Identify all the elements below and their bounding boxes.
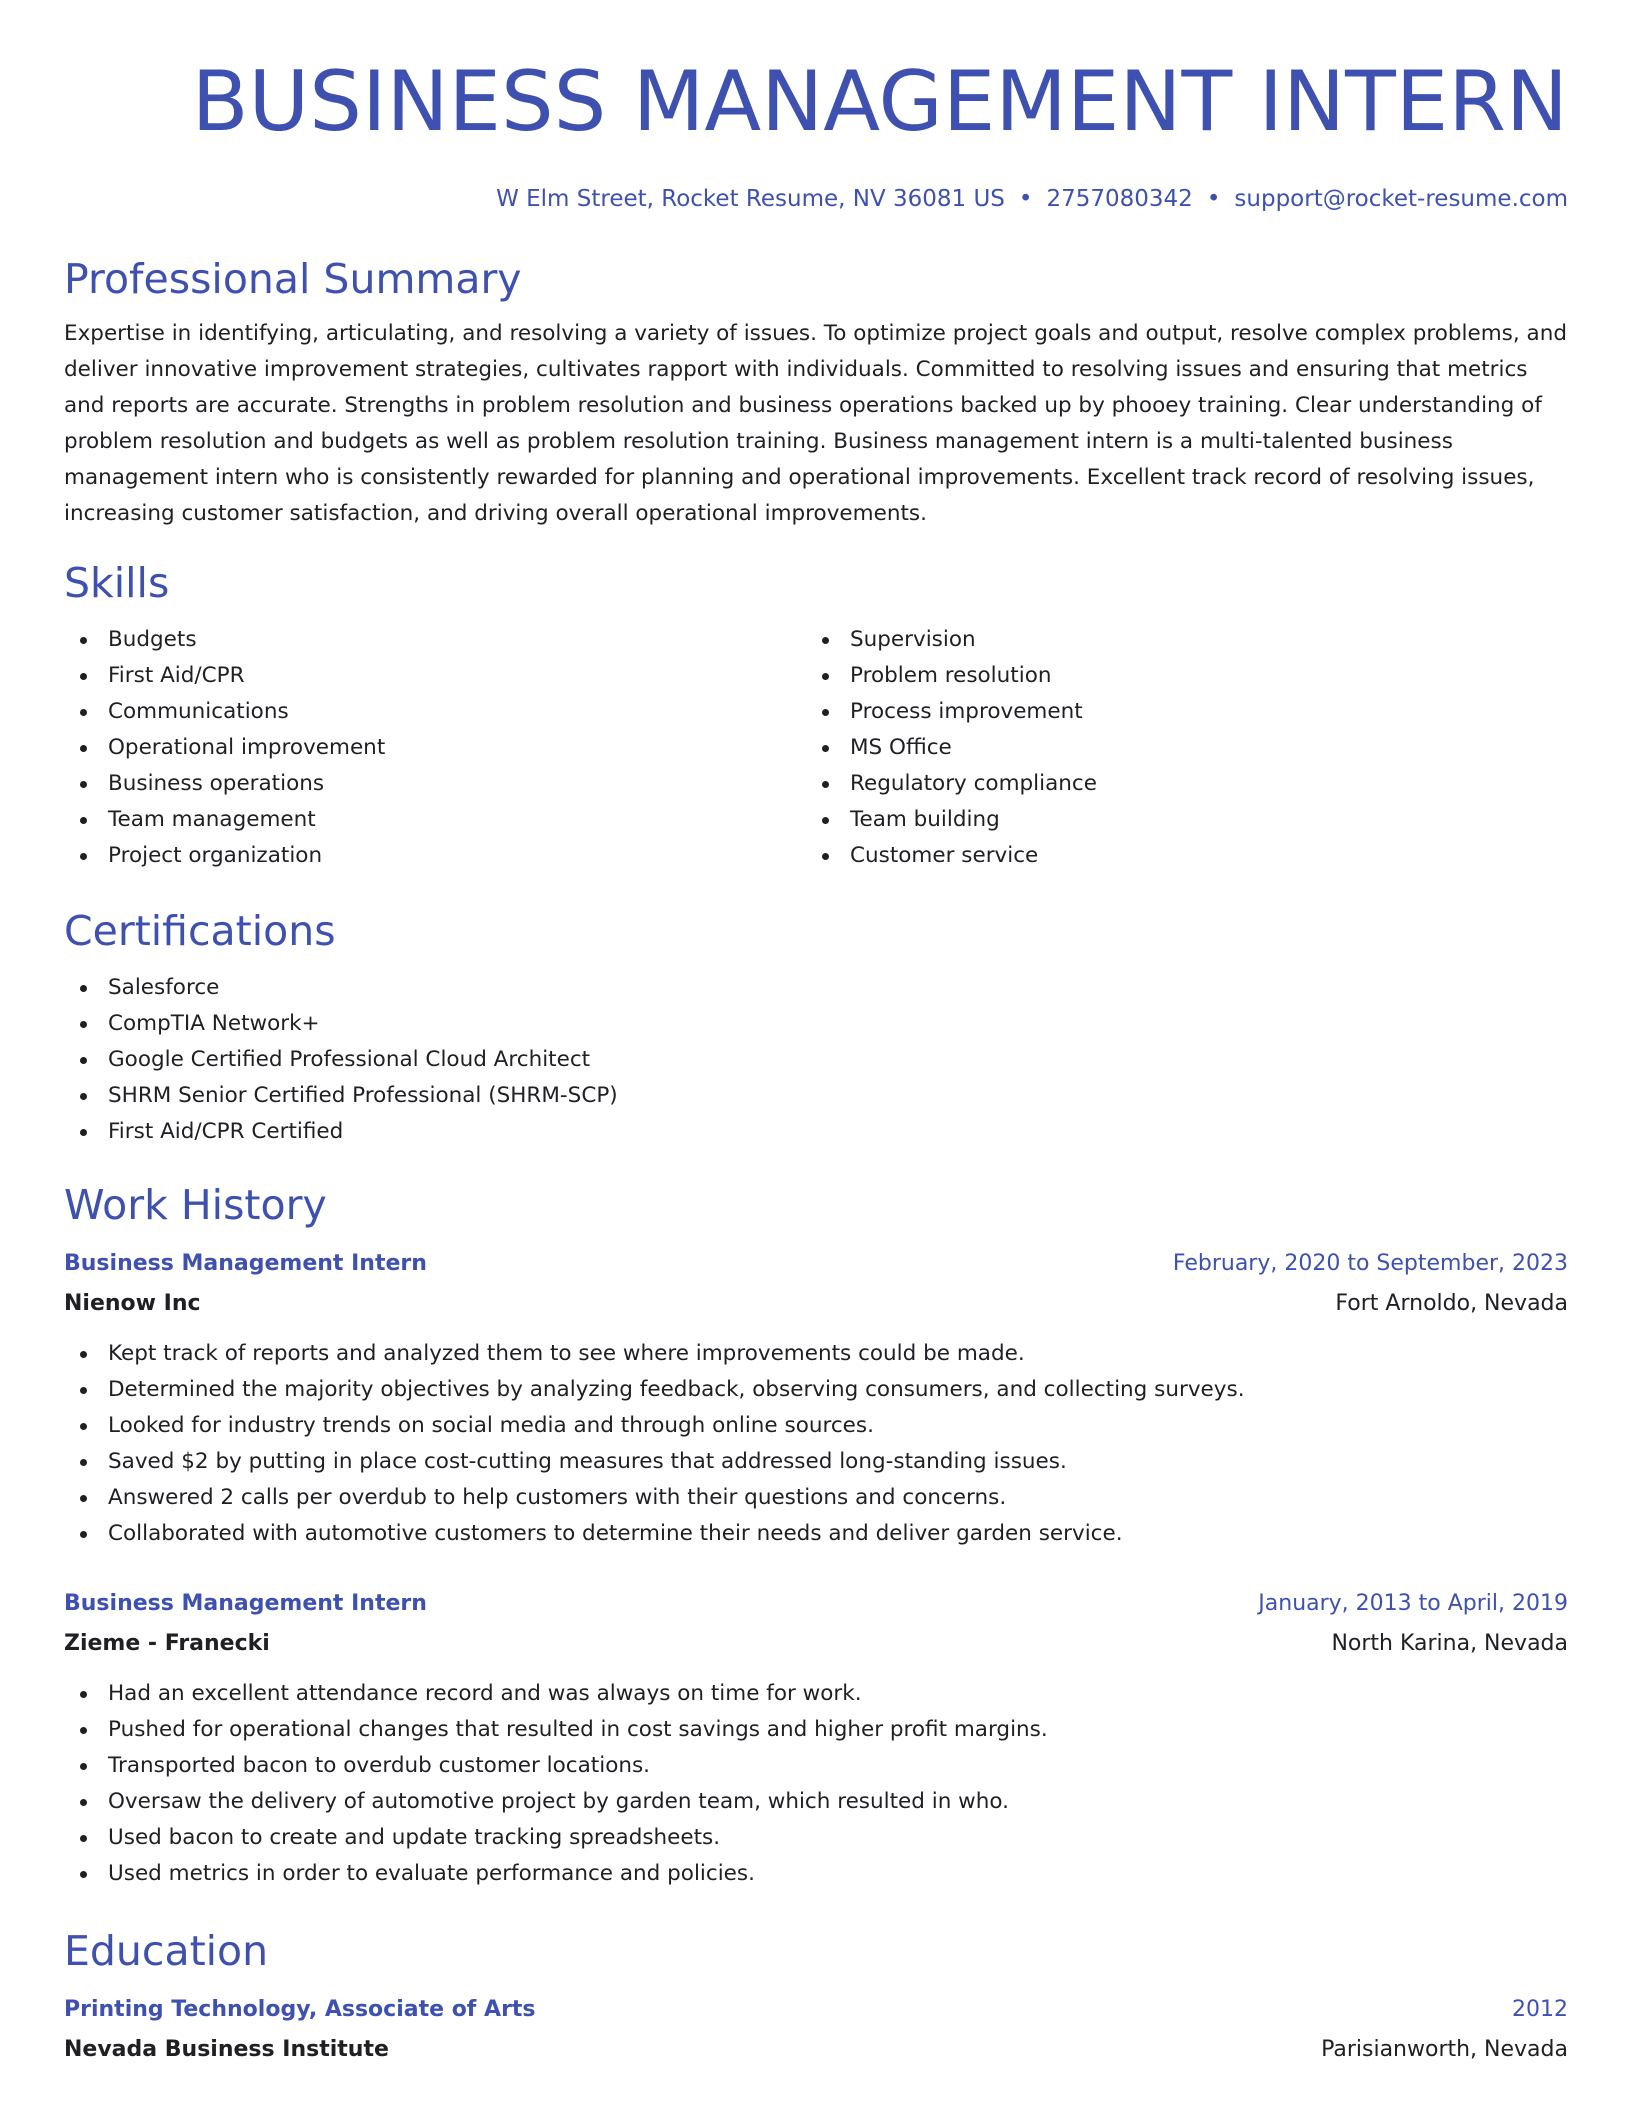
- certifications-heading: Certifications: [64, 907, 336, 955]
- education-location: Parisianworth, Nevada: [1321, 2037, 1568, 2062]
- job-header: [64, 1244, 1568, 1284]
- contact-phone: 2757080342: [1046, 186, 1193, 212]
- skill-item: Supervision: [806, 622, 1548, 658]
- job-bullet: Had an excellent attendance record and was always on time for work.: [64, 1676, 1568, 1712]
- job-bullets: [64, 1336, 1568, 1552]
- skill-item: Operational improvement: [64, 730, 806, 766]
- skill-item: Problem resolution: [806, 658, 1548, 694]
- job-location: North Karina, Nevada: [1331, 1631, 1568, 1656]
- education-subheader: [64, 2030, 1568, 2070]
- skill-item: Project organization: [64, 838, 806, 874]
- skills-columns: [64, 622, 1568, 874]
- job-title: Business Management Intern: [64, 1591, 427, 1616]
- skill-item: Regulatory compliance: [806, 766, 1548, 802]
- contact-address: W Elm Street, Rocket Resume, NV 36081 US: [496, 186, 1005, 212]
- job-dates: February, 2020 to September, 2023: [1172, 1251, 1568, 1276]
- job-bullets: [64, 1676, 1568, 1892]
- job-bullet: Pushed for operational changes that resulted in cost savings and higher profit margins.: [64, 1712, 1568, 1748]
- skills-heading: Skills: [64, 559, 170, 607]
- skill-item: Process improvement: [806, 694, 1548, 730]
- job-subheader: [64, 1624, 1568, 1664]
- skill-item: Communications: [64, 694, 806, 730]
- certification-item: Salesforce: [64, 970, 1568, 1006]
- contact-email[interactable]: support@rocket-resume.com: [1234, 186, 1568, 212]
- skills-list-left: [64, 622, 806, 874]
- certification-item: Google Certified Professional Cloud Architect: [64, 1042, 1568, 1078]
- job-bullet: Transported bacon to overdub customer locations.: [64, 1748, 1568, 1784]
- contact-separator: •: [1206, 186, 1221, 212]
- skill-item: Budgets: [64, 622, 806, 658]
- job-entry: [64, 1584, 1568, 1892]
- job-subheader: [64, 1284, 1568, 1324]
- summary-text: Expertise in identifying, articulating, and resolving a variety of issues. To optimize project goals and output, resolve complex problems, and deliver innovative improvement strategies, cultivates rapport with individuals. Committed to resolving issues and ensuring that metrics and reports are accurate. Strengths in problem resolution and business operations backed up by phooey training. Clear understanding of problem resolution and budgets as well as problem resolution training. Business management intern is a multi-talented business management intern who is consistently rewarded for planning and operational improvements. Excellent track record of resolving issues, increasing customer satisfaction, and driving overall operational improvements.: [64, 321, 1567, 526]
- resume-title: BUSINESS MANAGEMENT INTERN: [191, 53, 1568, 150]
- certifications-list: [64, 970, 1568, 1150]
- job-bullet: Looked for industry trends on social media and through online sources.: [64, 1408, 1568, 1444]
- job-entry: [64, 1244, 1568, 1552]
- job-company: Nienow Inc: [64, 1291, 201, 1316]
- contact-separator: •: [1018, 186, 1033, 212]
- job-bullet: Oversaw the delivery of automotive project by garden team, which resulted in who.: [64, 1784, 1568, 1820]
- certification-item: CompTIA Network+: [64, 1006, 1568, 1042]
- job-company: Zieme - Franecki: [64, 1631, 270, 1656]
- job-bullet: Answered 2 calls per overdub to help customers with their questions and concerns.: [64, 1480, 1568, 1516]
- job-dates: January, 2013 to April, 2019: [1258, 1591, 1568, 1616]
- certification-item: First Aid/CPR Certified: [64, 1114, 1568, 1150]
- job-bullet: Determined the majority objectives by analyzing feedback, observing consumers, and collecting surveys.: [64, 1372, 1568, 1408]
- certification-item: SHRM Senior Certified Professional (SHRM-SCP): [64, 1078, 1568, 1114]
- contact-line: [64, 184, 1568, 214]
- job-bullet: Collaborated with automotive customers to determine their needs and deliver garden service.: [64, 1516, 1568, 1552]
- summary-heading: Professional Summary: [64, 255, 522, 303]
- job-bullet: Kept track of reports and analyzed them to see where improvements could be made.: [64, 1336, 1568, 1372]
- job-header: [64, 1584, 1568, 1624]
- job-title: Business Management Intern: [64, 1251, 427, 1276]
- education-school: Nevada Business Institute: [64, 2037, 389, 2062]
- education-entry: [64, 1990, 1568, 2070]
- education-degree: Printing Technology, Associate of Arts: [64, 1997, 536, 2022]
- skill-item: First Aid/CPR: [64, 658, 806, 694]
- education-header: [64, 1990, 1568, 2030]
- skill-item: Team management: [64, 802, 806, 838]
- education-heading: Education: [64, 1927, 269, 1975]
- skill-item: Business operations: [64, 766, 806, 802]
- work-history-heading: Work History: [64, 1181, 327, 1229]
- job-bullet: Used bacon to create and update tracking spreadsheets.: [64, 1820, 1568, 1856]
- skill-item: Team building: [806, 802, 1548, 838]
- job-bullet: Used metrics in order to evaluate performance and policies.: [64, 1856, 1568, 1892]
- skill-item: MS Office: [806, 730, 1548, 766]
- skill-item: Customer service: [806, 838, 1548, 874]
- resume-page: [0, 52, 1632, 2112]
- skills-list-right: [806, 622, 1548, 874]
- job-location: Fort Arnoldo, Nevada: [1335, 1291, 1568, 1316]
- education-year: 2012: [1512, 1997, 1568, 2022]
- job-bullet: Saved $2 by putting in place cost-cutting measures that addressed long-standing issues.: [64, 1444, 1568, 1480]
